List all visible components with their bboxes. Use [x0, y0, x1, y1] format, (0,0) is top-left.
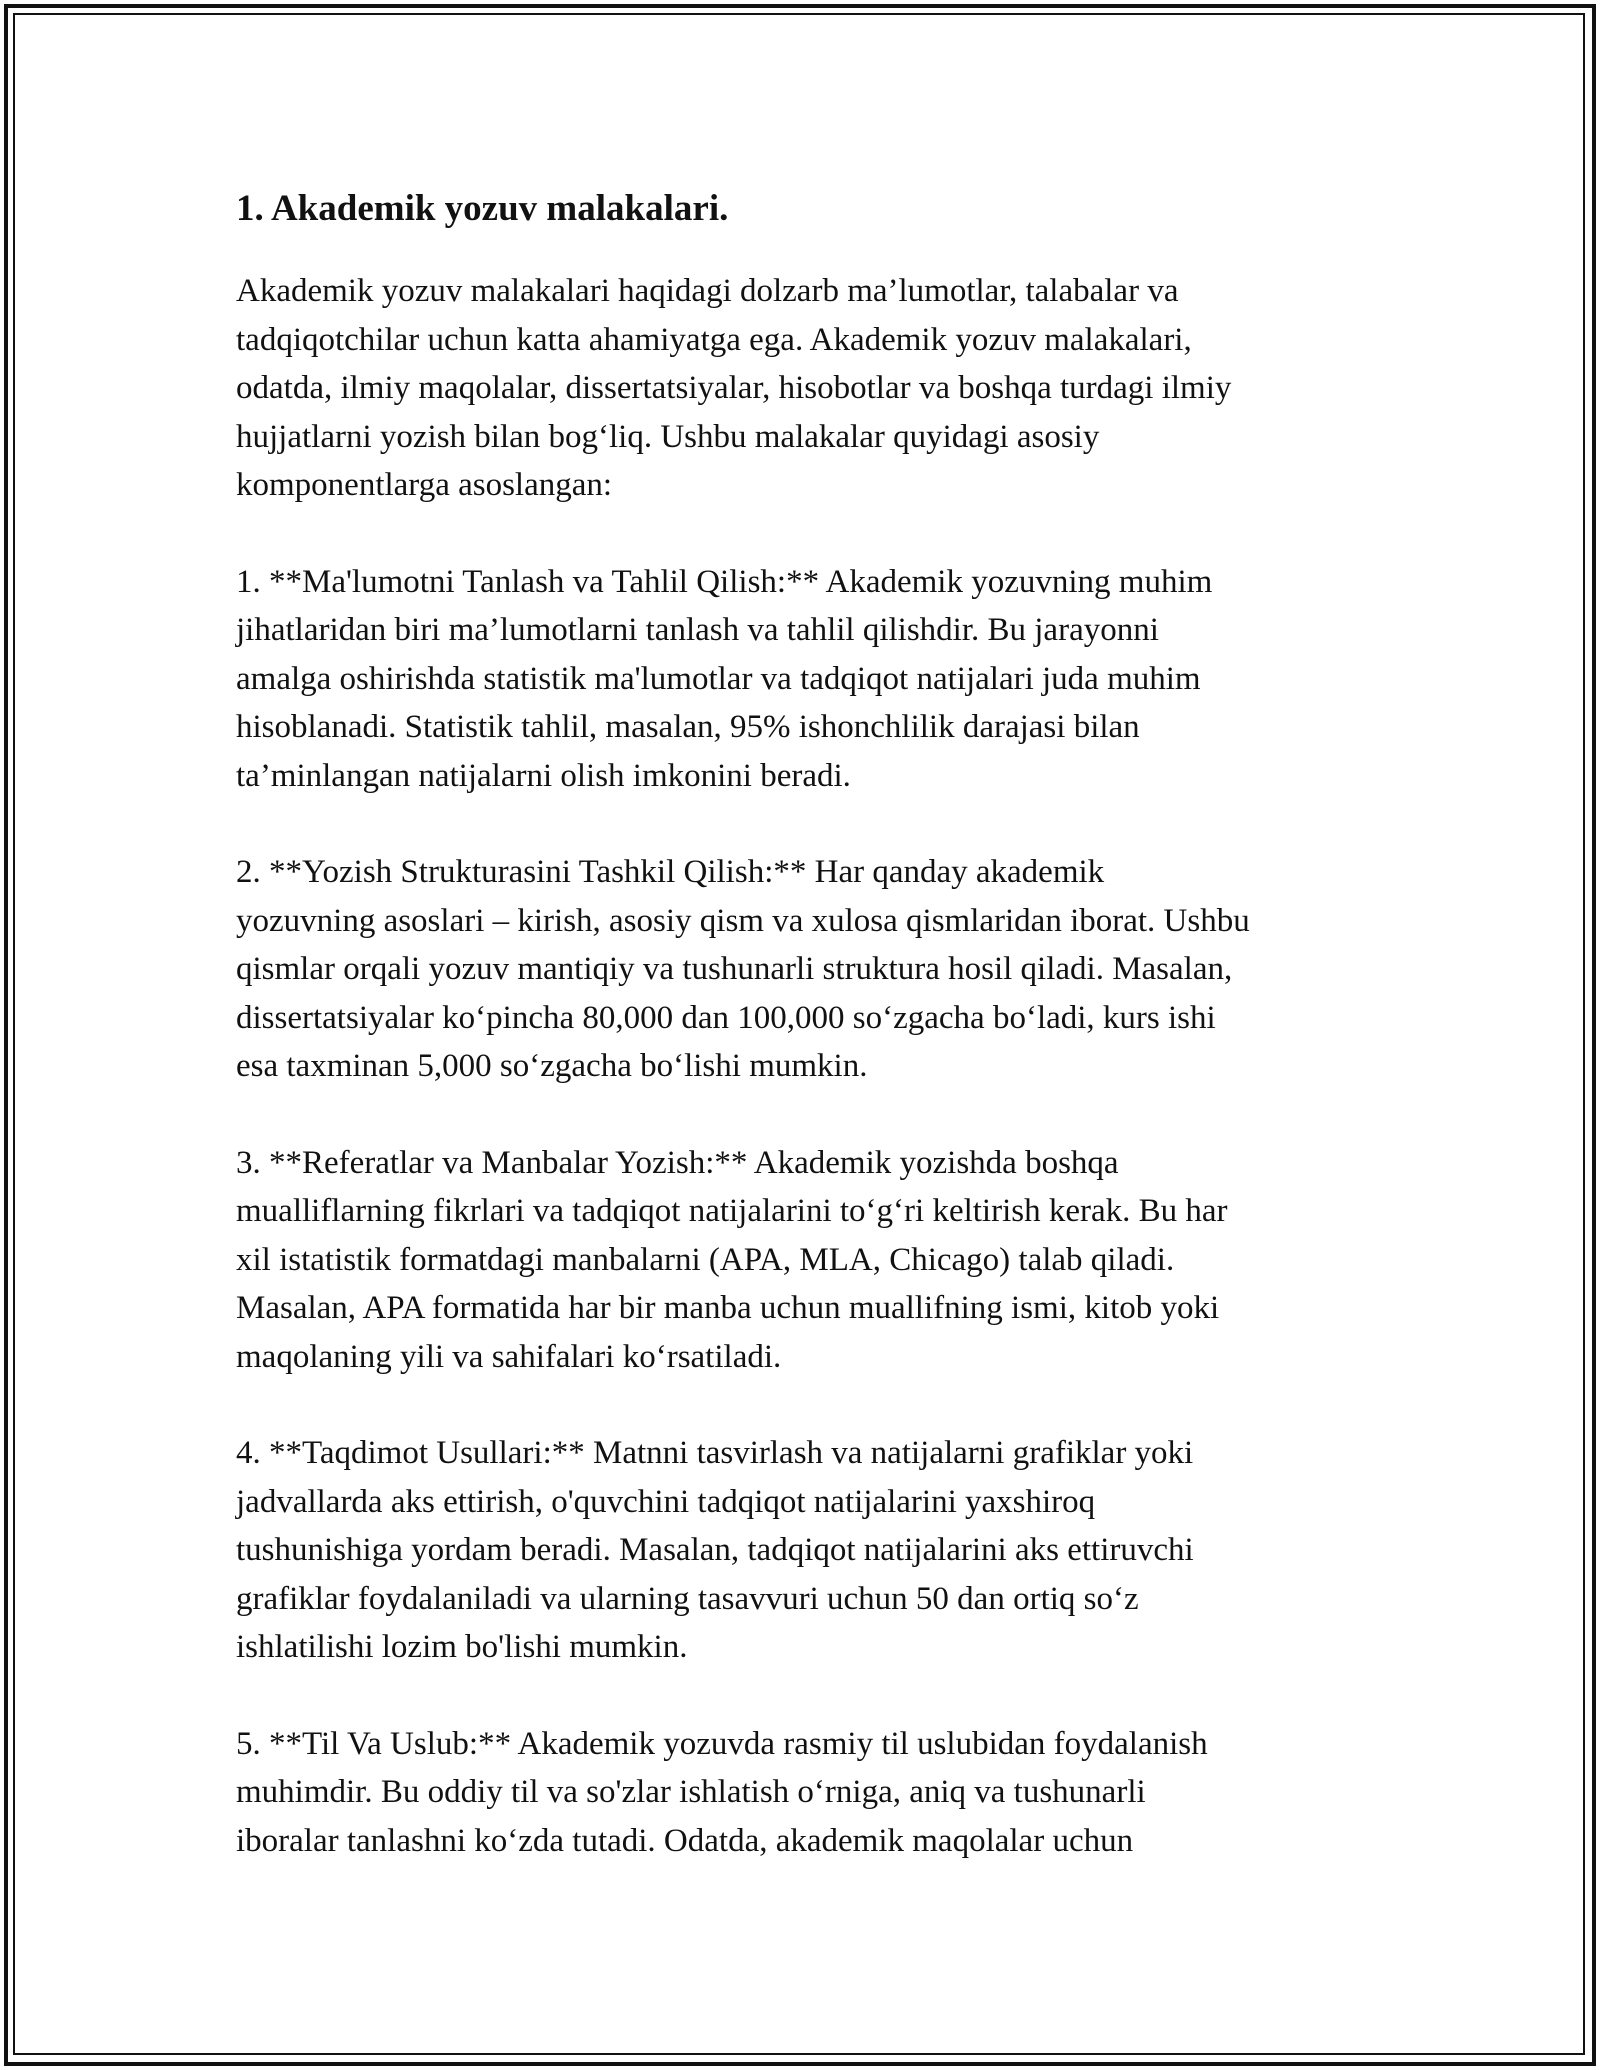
document-body: [236, 185, 1386, 1913]
text-line: jadvallarda aks ettirish, o'quvchini tadqiqot natijalarini yaxshiroq: [236, 1483, 1096, 1520]
text-line: esa taxminan 5,000 so‘zgacha bo‘lishi mumkin.: [236, 1048, 868, 1084]
text-line: tadqiqotchilar uchun katta ahamiyatga ega. Akademik yozuv malakalari,: [236, 321, 1192, 358]
text-line: Masalan, APA formatida har bir manba uchun muallifning ismi, kitob yoki: [236, 1290, 1220, 1326]
text-line: Akademik yozuv malakalari haqidagi dolzarb ma’lumotlar, talabalar va: [236, 273, 1179, 309]
text-line: xil istatistik formatdagi manbalarni (APA, MLA, Chicago) talab qiladi.: [236, 1241, 1175, 1278]
intro-paragraph: [236, 267, 1386, 510]
text-line: ishlatilishi lozim bo'lishi mumkin.: [236, 1629, 688, 1665]
section-5-paragraph: [236, 1720, 1386, 1866]
text-line: dissertatsiyalar ko‘pincha 80,000 dan 100,000 so‘zgacha bo‘ladi, kurs ishi: [236, 999, 1216, 1036]
text-line: hisoblanadi. Statistik tahlil, masalan, 95% ishonchlilik darajasi bilan: [236, 709, 1140, 745]
text-line: 4. **Taqdimot Usullari:** Matnni tasvirlash va natijalarni grafiklar yoki: [236, 1435, 1194, 1471]
text-line: jihatlaridan biri ma’lumotlarni tanlash va tahlil qilishdir. Bu jarayonni: [236, 612, 1159, 648]
text-line: tushunishiga yordam beradi. Masalan, tadqiqot natijalarini aks ettiruvchi: [236, 1532, 1194, 1568]
section-4-paragraph: [236, 1429, 1386, 1672]
text-line: 2. **Yozish Strukturasini Tashkil Qilish:** Har qanday akademik: [236, 854, 1105, 890]
text-line: ta’minlangan natijalarni olish imkonini beradi.: [236, 757, 851, 794]
text-line: hujjatlarni yozish bilan bog‘liq. Ushbu malakalar quyidagi asosiy: [236, 418, 1100, 455]
text-line: qismlar orqali yozuv mantiqiy va tushunarli struktura hosil qiladi. Masalan,: [236, 951, 1233, 987]
text-line: muhimdir. Bu oddiy til va so'zlar ishlatish o‘rniga, aniq va tushunarli: [236, 1774, 1146, 1810]
text-line: grafiklar foydalaniladi va ularning tasavvuri uchun 50 dan ortiq so‘z: [236, 1580, 1139, 1617]
text-line: komponentlarga asoslangan:: [236, 467, 613, 503]
section-1-paragraph: [236, 558, 1386, 801]
text-line: iboralar tanlashni ko‘zda tutadi. Odatda, akademik maqolalar uchun: [236, 1822, 1134, 1859]
text-line: 1. **Ma'lumotni Tanlash va Tahlil Qilish:** Akademik yozuvning muhim: [236, 563, 1213, 600]
section-3-paragraph: [236, 1139, 1386, 1382]
text-line: mualliflarning fikrlari va tadqiqot natijalarini to‘g‘ri keltirish kerak. Bu har: [236, 1193, 1228, 1229]
text-line: yozuvning asoslari – kirish, asosiy qism va xulosa qismlaridan iborat. Ushbu: [236, 902, 1250, 939]
text-line: 3. **Referatlar va Manbalar Yozish:** Akademik yozishda boshqa: [236, 1144, 1119, 1181]
section-2-paragraph: [236, 848, 1386, 1091]
text-line: odatda, ilmiy maqolalar, dissertatsiyalar, hisobotlar va boshqa turdagi ilmiy: [236, 370, 1232, 406]
text-line: amalga oshirishda statistik ma'lumotlar va tadqiqot natijalari juda muhim: [236, 660, 1201, 697]
text-line: maqolaning yili va sahifalari ko‘rsatiladi.: [236, 1338, 782, 1375]
text-line: 5. **Til Va Uslub:** Akademik yozuvda rasmiy til uslubidan foydalanish: [236, 1725, 1208, 1762]
document-heading: 1. Akademik yozuv malakalari.: [236, 188, 729, 229]
